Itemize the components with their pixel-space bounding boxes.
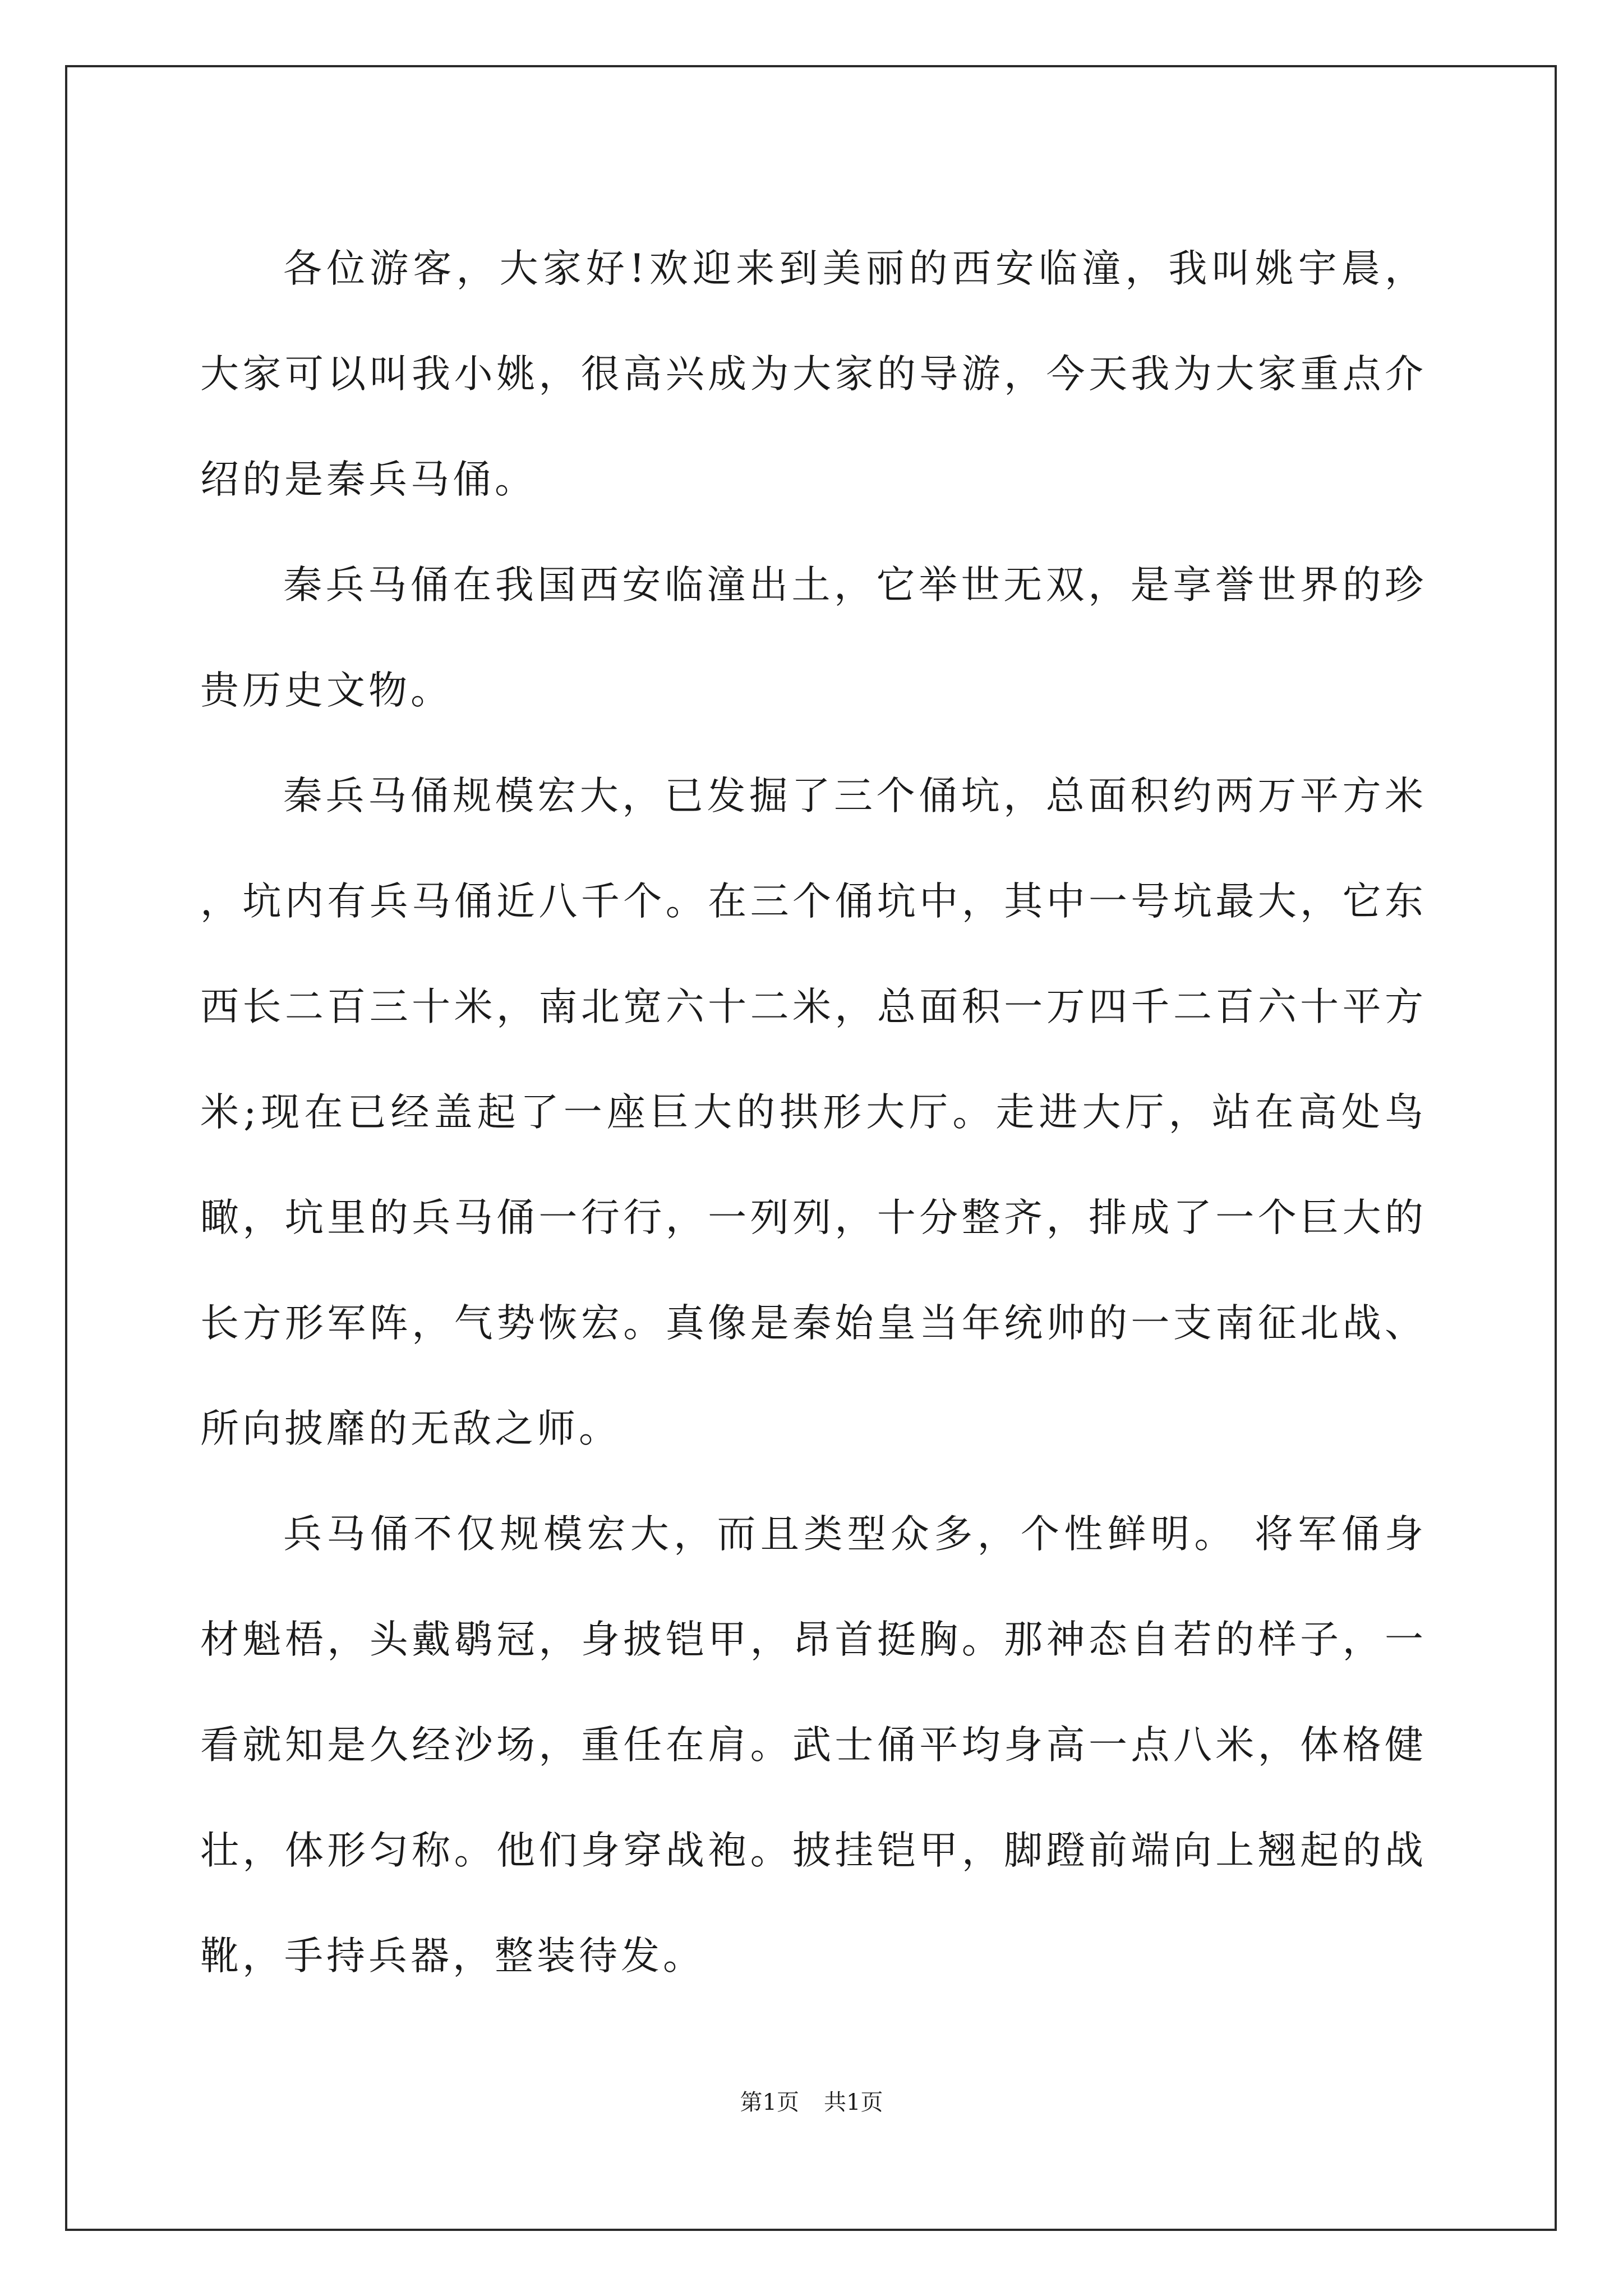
paragraph-scale: 秦兵马俑规模宏大，已发掘了三个俑坑，总面积约两万平方米，坑内有兵马俑近八千个。在三个俑坑中，其中一号坑最大，它东西长二百三十米，南北宽六十二米，总面积一万四千二百六十平方米;现在已经盖起了一座巨大的拱形大厅。走进大厅，站在高处鸟瞰，坑里的兵马俑一行行，一列列，十分整齐，排成了一个巨大的长方形军阵，气势恢宏。真像是秦始皇当年统帅的一支南征北战、所向披靡的无敌之师。	[200, 774, 1427, 1451]
page-footer	[0, 2087, 1623, 2118]
paragraph-types: 兵马俑不仅规模宏大，而且类型众多，个性鲜明。 将军俑身材魁梧，头戴鹖冠，身披铠甲，昂首挺胸。那神态自若的样子，一看就知是久经沙场，重任在肩。武士俑平均身高一点八米，体格健壮，体形匀称。他们身穿战袍。披挂铠甲，脚蹬前端向上翘起的战靴，手持兵器，整装待发。	[200, 1512, 1427, 1978]
page-number: 第1页	[740, 2090, 799, 2115]
page-total: 共1页	[824, 2090, 883, 2115]
document-body	[200, 216, 1427, 2009]
paragraph-greeting: 各位游客，大家好!欢迎来到美丽的西安临潼，我叫姚宇晨，大家可以叫我小姚，很高兴成为大家的导游，今天我为大家重点介绍的是秦兵马俑。	[200, 246, 1427, 502]
paragraph-intro: 秦兵马俑在我国西安临潼出土，它举世无双，是享誉世界的珍贵历史文物。	[200, 563, 1427, 713]
